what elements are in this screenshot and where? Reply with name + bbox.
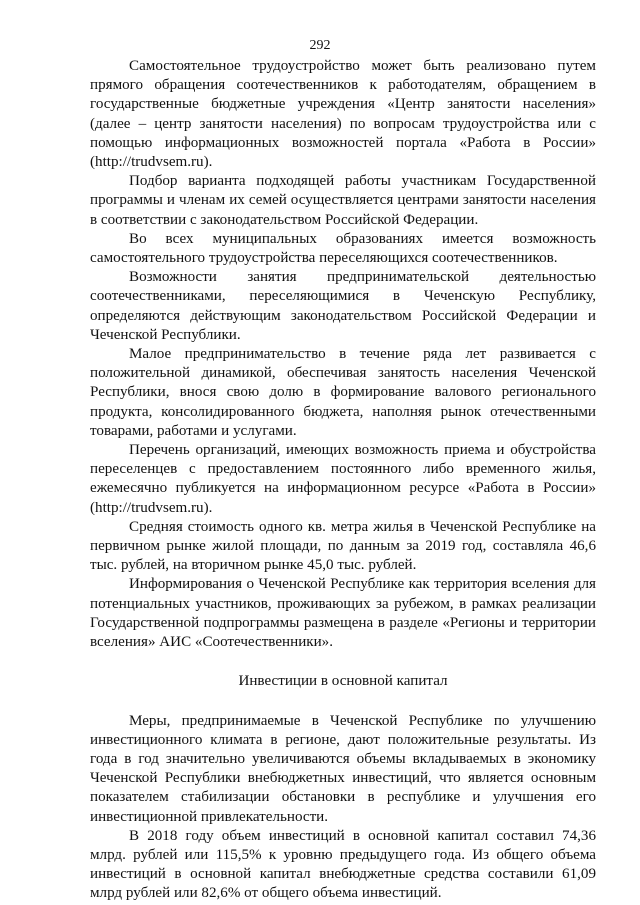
paragraph-investment-volume: В 2018 году объем инвестиций в основной капитал составил 74,36 млрд. рублей или 115,5% к уровню предыдущего года. Из общего объема инвестиций в основной капитал внебюджетные средства составили 61,09 млрд рублей или 82,6% от общего объема инвестиций. [90,827,596,902]
paragraph-job-selection: Подбор варианта подходящей работы участникам Государственной программы и членам их семей осуществляется центрами занятости населения в соответствии с законодательством Российской Федерации. [90,173,596,228]
paragraph-small-business: Малое предпринимательство в течение ряда лет развивается с положительной динамикой, обеспечивая занятость населения Чеченской Республики, внося свою долю в формирование валового регионального продукта, консолидированного бюджета, наполняя рынок отечественными товарами, работами и услугами. [90,346,596,439]
document-body [90,57,596,904]
page-number: 292 [309,38,331,53]
paragraph-housing-cost: Средняя стоимость одного кв. метра жилья в Чеченской Республике на первичном рынке жилой площади, по данным за 2019 год, составляла 46,6 тыс. рублей, на вторичном рынке 45,0 тыс. рублей. [90,518,596,574]
paragraph-housing-organizations: Перечень организаций, имеющих возможность приема и обустройства переселенцев с предоставлением постоянного либо временного жилья, ежемесячно публикуется на информационном ресурсе «Работа в России» (http://trudvsem.ru). [90,442,596,516]
paragraph-self-employment: Самостоятельное трудоустройство может быть реализовано путем прямого обращения соотечественников к работодателям, обращением в государственные бюджетные учреждения «Центр занятости населения» (далее – центр занятости населения) по вопросам трудоустройства или с помощью информационных возможностей портала «Работа в России» (http://trudvsem.ru). [90,58,596,171]
paragraph-municipal-opportunities: Во всех муниципальных образованиях имеется возможность самостоятельного трудоустройства переселяющихся соотечественников. [90,230,596,267]
paragraph-investment-climate: Меры, предпринимаемые в Чеченской Республике по улучшению инвестиционного климата в регионе, дают положительные результаты. Из года в год значительно увеличиваются объемы вкладываемых в экономику Чеченской Республики внебюджетных инвестиций, что является основным показателем стабилизации обстановки в республике и улучшения его инвестиционной привлекательности. [90,712,596,825]
paragraph-entrepreneurship: Возможности занятия предпринимательской деятельностью соотечественниками, переселяющимися в Чеченскую Республику, определяются действующим законодательством Российской Федерации и Чеченской Республики. [90,269,596,343]
section-heading-investments: Инвестиции в основной капитал [238,673,448,690]
paragraph-information: Информирования о Чеченской Республике как территория вселения для потенциальных участников, проживающих за рубежом, в рамках реализации Государственной подпрограммы размещена в разделе «Регионы и территории вселения» АИС «Соотечественники». [90,576,596,651]
